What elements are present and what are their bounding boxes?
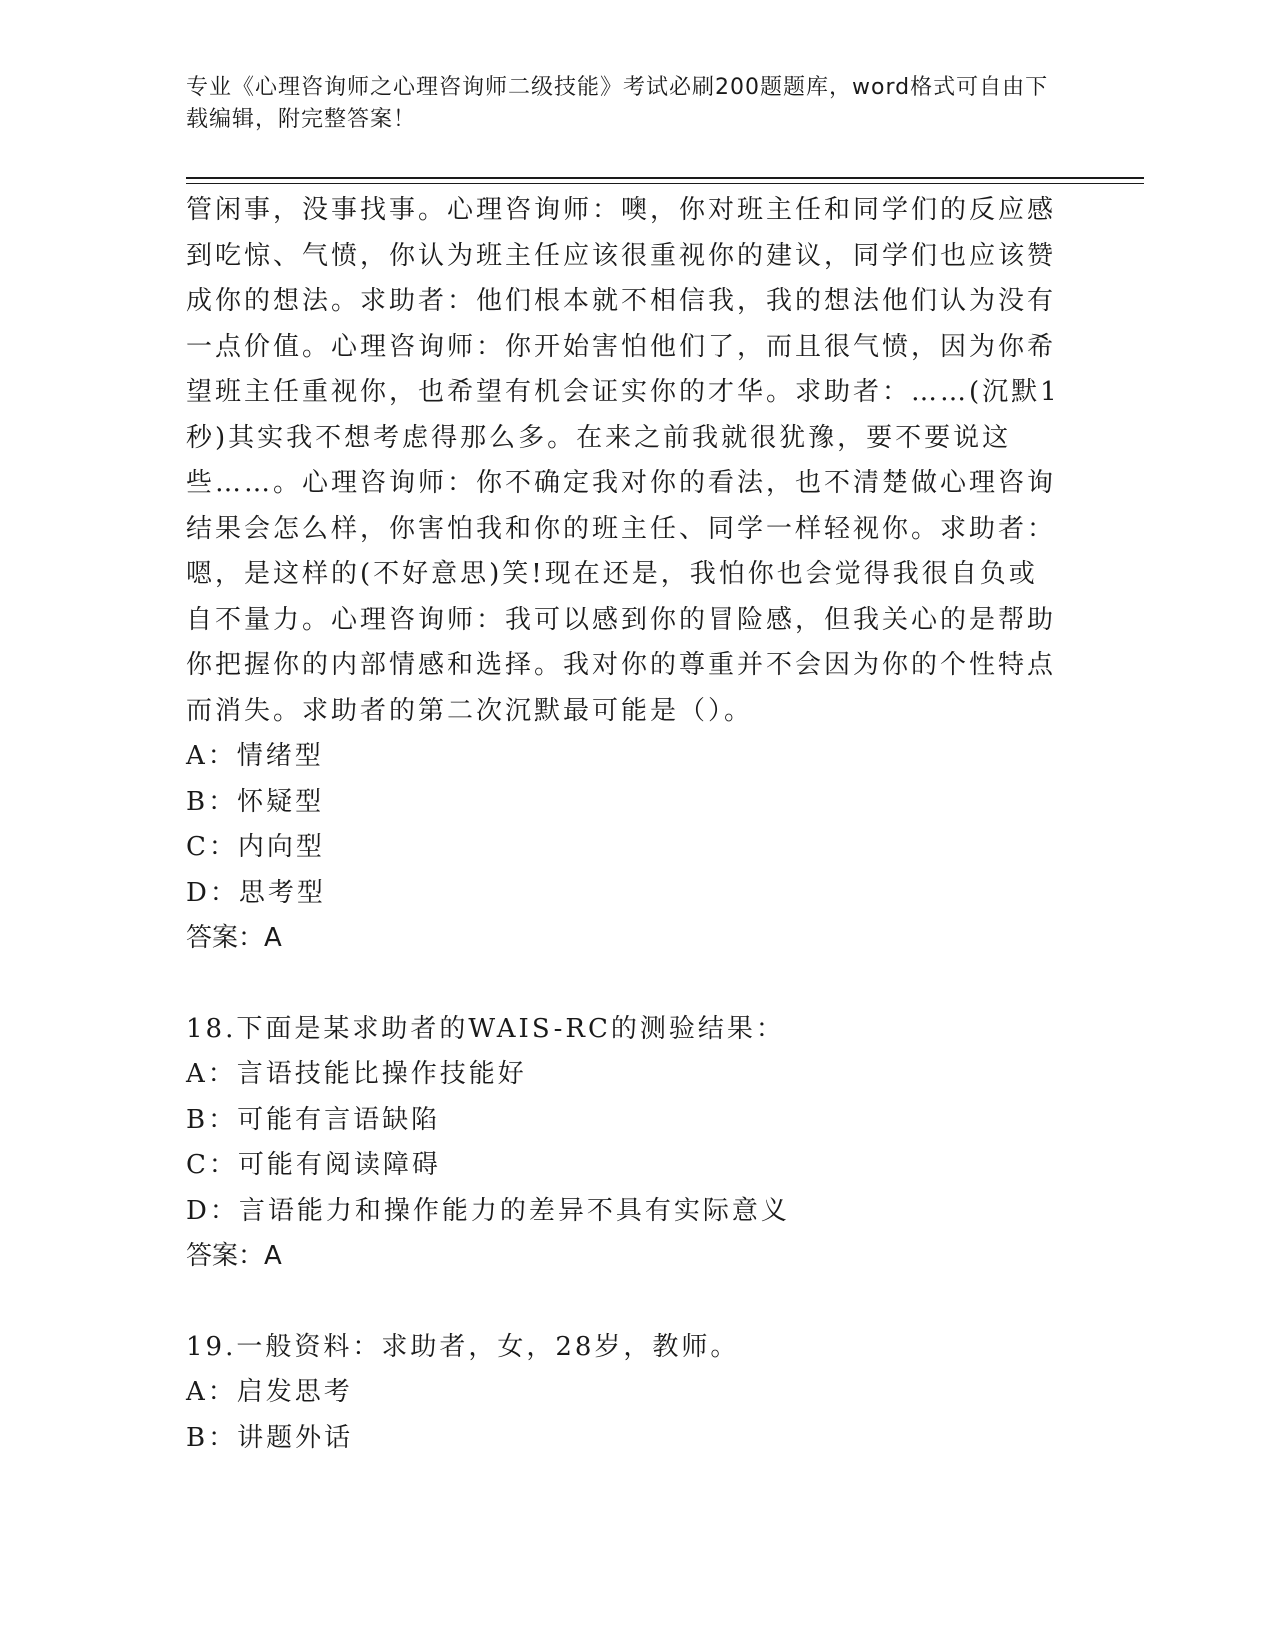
question-17-answer: 答案：A <box>186 923 282 953</box>
question-17-option-d: D：思考型 <box>186 877 326 908</box>
header-rule-thick <box>186 177 1144 179</box>
question-18-option-a: A：言语技能比操作技能好 <box>186 1059 527 1089</box>
spacer <box>186 1280 1066 1325</box>
question-19-stem: 19.一般资料：求助者，女，28岁，教师。 <box>186 1331 740 1362</box>
question-18-answer: 答案：A <box>186 1241 282 1271</box>
question-17-passage: 管闲事，没事找事。心理咨询师：噢，你对班主任和同学们的反应感到吃惊、气愤，你认为班主任应该很重视你的建议，同学们也应该赞成你的想法。求助者：他们根本就不相信我，我的想法他们认为没有一点价值。心理咨询师：你开始害怕他们了，而且很气愤，因为你希望班主任重视你，也希望有机会证实你的才华。求助者：……(沉默1秒)其实我不想考虑得那么多。在来之前我就很犹豫，要不要说这些……。心理咨询师：你不确定我对你的看法，也不清楚做心理咨询结果会怎么样，你害怕我和你的班主任、同学一样轻视你。求助者：嗯，是这样的(不好意思)笑!现在还是，我怕你也会觉得我很自负或自不量力。心理咨询师：我可以感到你的冒险感，但我关心的是帮助你把握你的内部情感和选择。我对你的尊重并不会因为你的个性特点而消失。求助者的第二次沉默最可能是（）。 <box>186 195 1060 726</box>
spacer <box>186 962 1066 1007</box>
question-18-option-d: D：言语能力和操作能力的差异不具有实际意义 <box>186 1195 790 1226</box>
question-17-option-b: B：怀疑型 <box>186 786 325 817</box>
header-rule-thin <box>186 183 1144 184</box>
question-18-option-b: B：可能有言语缺陷 <box>186 1104 441 1135</box>
document-body <box>186 188 1066 1461</box>
question-18-stem: 18.下面是某求助者的WAIS-RC的测验结果： <box>186 1013 785 1044</box>
question-17-option-c: C：内向型 <box>186 832 325 862</box>
question-19-option-a: A：启发思考 <box>186 1377 353 1407</box>
question-17-option-a: A：情绪型 <box>186 741 324 771</box>
document-header: 专业《心理咨询师之心理咨询师二级技能》考试必刷200题题库，word格式可自由下载编辑，附完整答案！ <box>186 75 1049 132</box>
question-19-option-b: B：讲题外话 <box>186 1422 354 1453</box>
question-18-option-c: C：可能有阅读障碍 <box>186 1150 441 1180</box>
